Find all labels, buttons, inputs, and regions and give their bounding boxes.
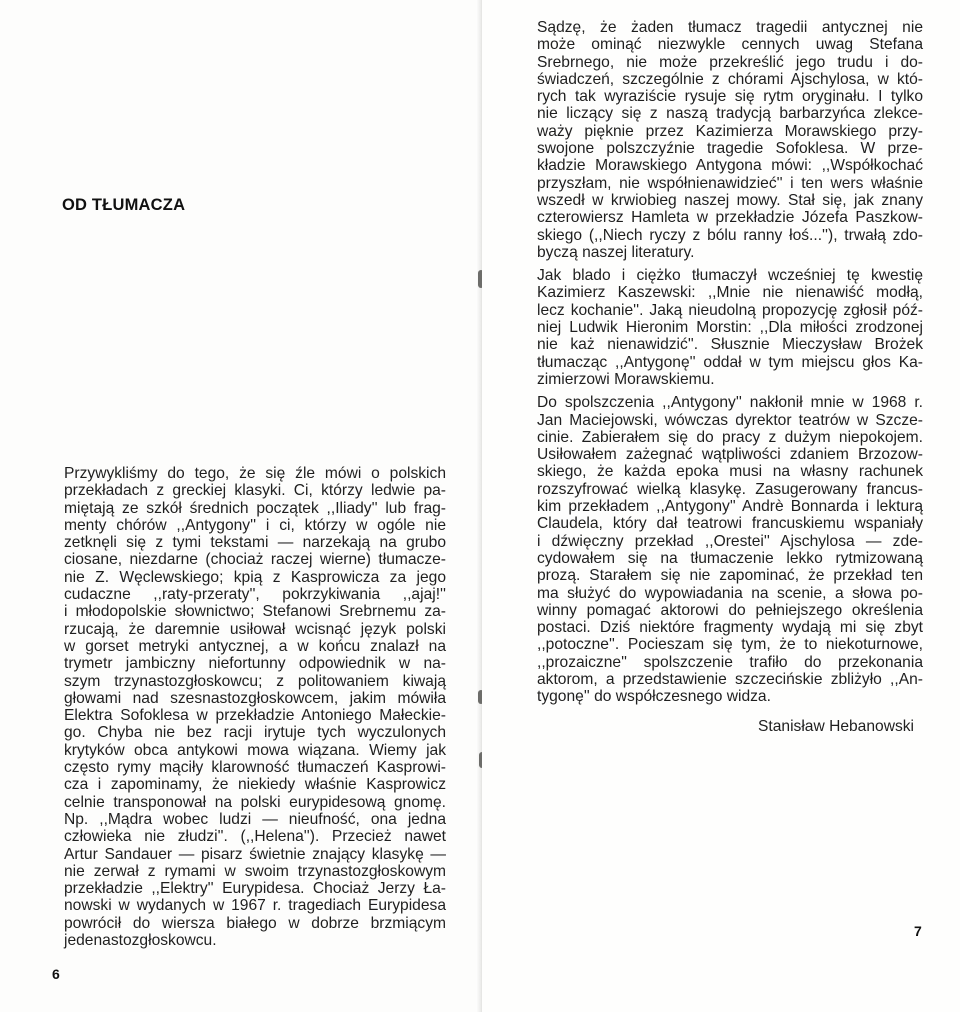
text-line: tłumacząc ,,Antygonę'' oddał w tym miejscu głos Ka- (537, 353, 923, 371)
text-line: miętają ze szkół średnich początek ,,Iliady'' lub frag- (64, 499, 446, 517)
text-line: winny pomagać aktorowi do pełniejszego określenia (537, 601, 923, 619)
text-line: skiego (,,Niech ryczy z bólu ranny łoś...''), trwałą zdo- (537, 226, 923, 244)
paragraph (537, 394, 923, 705)
text-line: rozszyfrować wielką klasykę. Zasugerowany francus- (537, 480, 923, 498)
text-line: aktorom, a przedstawienie szczecińskie zbliżyło ,,An- (537, 670, 923, 688)
text-line: lecz kochanie''. Jaką nieudolną propozycję zgłosił póź- (537, 301, 923, 319)
text-line: szym trzynastozgłoskowcu; z politowaniem kiwają (64, 672, 446, 690)
text-line: krytyków obca antykowi mowa wiązana. Wiemy jak (64, 741, 446, 759)
text-line: w gorset metryki antycznej, a w końcu znalazł na (64, 637, 446, 655)
text-line: zimierzowi Morawskiemu. (537, 370, 715, 388)
page-heading: OD TŁUMACZA (62, 196, 186, 214)
text-line: nie liczący się z naszą tradycją barbarzyńca zlekce- (537, 105, 923, 123)
text-line: Artur Sandauer — pisarz świetnie znający klasykę — (64, 845, 446, 863)
text-line: celnie transponował na polski eurypidesową gnomę. (64, 793, 446, 811)
text-line: byczą naszej literatury. (537, 243, 695, 261)
text-line: cydowałem się na tłumaczenie lekko rytmizowaną (537, 549, 923, 567)
text-line: nie każ nienawidzić''. Słusznie Mieczysław Brożek (537, 336, 923, 354)
text-line: trymetr jambiczny niefortunny odpowiednik w na- (64, 655, 446, 673)
text-line: kładzie Morawskiego Antygona mówi: ,,Współkochać (537, 157, 923, 175)
text-line: powrócił do wiersza białego w dobrze brzmiącym (64, 914, 446, 932)
right-page-text (537, 19, 923, 706)
text-line: ,,potoczne''. Pocieszam się tym, że to niekoturnowe, (537, 636, 923, 654)
text-line: Np. ,,Mądra wobec ludzi — nieufność, ona jedna (64, 810, 446, 828)
text-line: i dźwięczny przekład ,,Orestei'' Ajschylosa — zde- (537, 532, 923, 550)
text-line: niej Ludwik Hieronim Morstin: ,,Dla miłości zrodzonej (537, 319, 923, 337)
text-line: wszedł w krwiobieg naszej mowy. Stał się, jak znany (537, 191, 923, 209)
text-line: może ominąć niezwykle cennych uwag Stefana (537, 36, 923, 54)
page-number-left: 6 (52, 966, 60, 982)
text-line: człowieka nie złudzi''. (,,Helena''). Przecież nawet (64, 828, 446, 846)
text-line: Do spolszczenia ,,Antygony'' nakłonił mnie w 1968 r. (537, 394, 923, 412)
paragraph (537, 19, 923, 261)
text-line: jedenastozgłoskowcu. (64, 932, 217, 950)
text-line: przyszłam, nie współnienawidzieć'' i ten wers właśnie (537, 174, 923, 192)
text-line: Jak blado i ciężko tłumaczył wcześniej tę kwestię (537, 267, 923, 285)
text-line: ma służyć do wypowiadania na scenie, a słowa po- (537, 584, 923, 602)
text-line: cinie. Zabierałem się do pracy z dużym niepokojem. (537, 428, 923, 446)
text-line: nie zerwał z rymami w swoim trzynastozgłoskowym (64, 862, 446, 880)
text-line: skiego, że każda epoka musi na własny rachunek (537, 463, 923, 481)
text-line: Claudela, który dał teatrowi francuskiemu wspaniały (537, 515, 923, 533)
text-line: głowami nad szesnastozgłoskowcem, jakim mówiła (64, 689, 446, 707)
text-line: rzucają, że daremnie usiłował wcisnąć język polski (64, 620, 446, 638)
text-line: Elektra Sofoklesa w przekładzie Antoniego Małeckie- (64, 707, 446, 725)
text-line: Usiłowałem zażegnać wątpliwości zdaniem Brzozow- (537, 446, 923, 464)
text-line: czterowiersz Hamleta w przekładzie Józefa Paszkow- (537, 209, 923, 227)
text-line: tygonę'' do współczesnego widza. (537, 688, 771, 706)
text-line: waży pięknie przez Kazimierza Morawskiego przy- (537, 122, 923, 140)
text-line: nowski w wydanych w 1967 r. tragediach Eurypidesa (64, 897, 446, 915)
left-page-text (64, 465, 446, 949)
text-line: go. Chyba nie bez racji irytuje tych wyczulonych (64, 724, 446, 742)
text-line: i młodopolskie słownictwo; Stefanowi Srebrnemu za- (64, 603, 446, 621)
text-line: ciosane, niezdarne (chociaż raczej wierne) tłumacze- (64, 551, 446, 569)
text-line: Przywykliśmy do tego, że się źle mówi o polskich (64, 465, 446, 482)
text-line: menty chórów ,,Antygony'' i ci, którzy w ogóle nie (64, 516, 446, 534)
text-line: przekładzie ,,Elektry'' Eurypidesa. Chociaż Jerzy Ła- (64, 880, 446, 898)
text-line: nie Z. Węclewskiego; kpią z Kasprowicza za jego (64, 568, 446, 586)
text-line: często rymy mąciły klarowność tłumaczeń Kasprowi- (64, 759, 446, 777)
text-line: swojone polszczyźnie tragedie Sofoklesa. W prze- (537, 140, 923, 158)
text-line: ,,prozaiczne'' spolszczenie trafiło do przekonania (537, 653, 923, 671)
text-line: cudaczne ,,raty-przeraty'', pokrzykiwania ,,ajaj!'' (64, 586, 446, 604)
signature: Stanisław Hebanowski (758, 718, 915, 735)
text-line: zetknęli się z tymi tekstami — narzekają na grubo (64, 534, 446, 552)
text-line: Jan Maciejowski, wówczas dyrektor teatrów w Szcze- (537, 411, 923, 429)
text-line: świadczeń, szczególnie z chórami Ajschylosa, w któ- (537, 70, 923, 88)
text-line: Sądzę, że żaden tłumacz tragedii antycznej nie (537, 19, 923, 36)
text-line: kim przekładem ,,Antygony'' Andrè Bonnarda i lekturą (537, 498, 923, 516)
paragraph (537, 267, 923, 388)
text-line: prozą. Starałem się nie zapominać, że przekład ten (537, 567, 923, 585)
text-line: postaci. Dziś niektóre fragmenty wydają mi się zbyt (537, 619, 923, 637)
text-line: Srebrnego, nie może przekreślić jego trudu i do- (537, 53, 923, 71)
text-line: rych tak wyraziście rysuje się rytm oryginału. I tylko (537, 88, 923, 106)
page-number-right: 7 (914, 923, 922, 939)
text-line: przekładach z greckiej klasyki. Ci, którzy ledwie pa- (64, 482, 446, 500)
text-line: cza i zapominamy, że niekiedy właśnie Kasprowicz (64, 776, 446, 794)
text-line: Kazimierz Kaszewski: ,,Mnie nie nienawiść modłą, (537, 284, 923, 302)
